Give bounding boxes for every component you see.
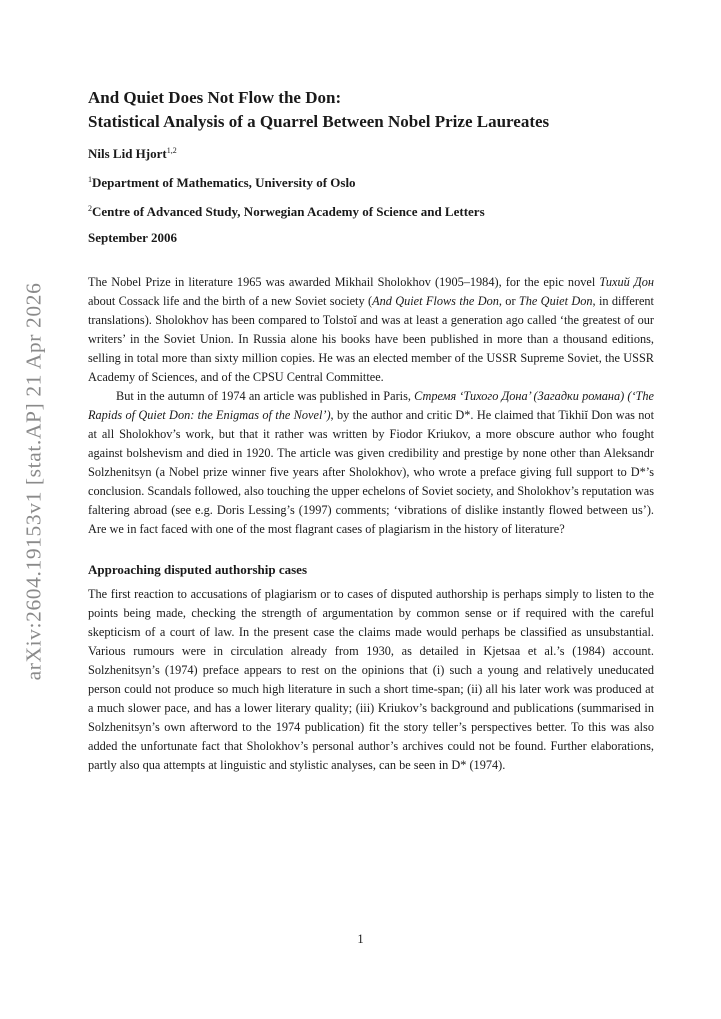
para2-text-a: But in the autumn of 1974 an article was published in Paris, <box>116 389 415 403</box>
section-paragraph: The first reaction to accusations of plagiarism or to cases of disputed authorship is perhaps simply to listen to the points being made, checking the strength of argumentation by common sense or if required with the careful skepticism of a court of law. In the present case the claims made would perhaps be classified as unsubstantial. Various rumours were in circulation already from 1930, as detailed in Kjetsaa et al.’s (1984) account. Solzhenitsyn’s (1974) preface appears to rest on the opinions that (i) such a young and relatively uneducated person could not produce so much high literature in such a short time-span; (ii) all his later work was produced at a much slower pace, and has a lower literary quality; (iii) Kriukov’s background and publications (summarised in Solzhenitsyn’s own afterword to the 1974 publication) fit the story teller’s perspectives better. To this was also added the unfortunate fact that Sholokhov’s personal author’s archives could not be found. Further elaborations, partly also qua attempts at linguistic and stylistic analyses, can be seen in D* (1974). <box>88 587 654 772</box>
paper-date: September 2006 <box>88 230 177 245</box>
intro-paragraph-2 <box>88 387 654 539</box>
para1-english-title-2: The Quiet Don <box>518 294 593 308</box>
para1-english-title-1: And Quiet Flows the Don <box>372 294 499 308</box>
para1-russian-title: Тихий Дон <box>599 275 654 289</box>
para2-article-title: Стремя ‘Тихого Дона’ (Загадки романа) (‘The Rapids of Quiet Don: the Enigmas of the Novel’) <box>88 389 654 422</box>
affiliation-1-mark: 1 <box>88 175 92 184</box>
intro-paragraph-1 <box>88 273 654 387</box>
para1-text-a: The Nobel Prize in literature 1965 was awarded Mikhail Sholokhov (1905–1984), for the epic novel <box>88 275 600 289</box>
paper-title <box>88 86 654 134</box>
author-line <box>88 138 654 167</box>
paper-body <box>88 86 654 775</box>
affiliation-2-mark: 2 <box>88 204 92 213</box>
author-affiliation-marks: 1,2 <box>166 146 177 155</box>
para1-text-g: , in different translations). Sholokhov has been compared to Tolstoĭ and was at least a generation ago called ‘the greatest of our writers’ in the Soviet Union. In Russia alone his books have been published in more than a thousand editions, selling in total more than sixty million copies. He was an elected member of the USSR Supreme Soviet, the USSR Academy of Sciences, and of the CPSU Central Committee. <box>88 294 654 384</box>
author-name: Nils Lid Hjort <box>88 146 167 161</box>
affiliation-2 <box>88 196 654 225</box>
para1-text-e: , or <box>498 294 519 308</box>
affiliation-2-text: Centre of Advanced Study, Norwegian Academy of Science and Letters <box>92 204 485 219</box>
section-heading: Approaching disputed authorship cases <box>88 562 308 577</box>
para1-text-c: about Cossack life and the birth of a new Soviet society ( <box>88 294 373 308</box>
arxiv-identifier-margin <box>14 282 54 680</box>
affiliation-1 <box>88 167 654 196</box>
para2-text-c: , by the author and critic D*. He claimed that Tikhiĭ Don was not at all Sholokhov’s work, but that it rather was written by Fiodor Kriukov, a more obscure author who fought against bolshevism and died in 1920. The article was given credibility and prestige by none other than Aleksandr Solzhenitsyn (a Nobel prize winner five years after Sholokhov), who wrote a preface giving full support to D*’s conclusion. Scandals followed, also touching the upper echelons of Soviet society, and Sholokhov’s reputation was faltering abroad (see e.g. Doris Lessing’s (1997) comments; ‘vibrations of dislike instantly flowed between us’). Are we in fact faced with one of the most flagrant cases of plagiarism in the history of literature? <box>88 408 654 536</box>
page-number: 1 <box>357 932 364 946</box>
affiliation-1-text: Department of Mathematics, University of Oslo <box>92 175 356 190</box>
title-line-2: Statistical Analysis of a Quarrel Between Nobel Prize Laureates <box>88 112 550 131</box>
arxiv-identifier: arXiv:2604.19153v1 [stat.AP] 21 Apr 2026 <box>21 282 46 680</box>
paper-metadata <box>88 138 654 251</box>
title-line-1: And Quiet Does Not Flow the Don: <box>88 88 342 107</box>
